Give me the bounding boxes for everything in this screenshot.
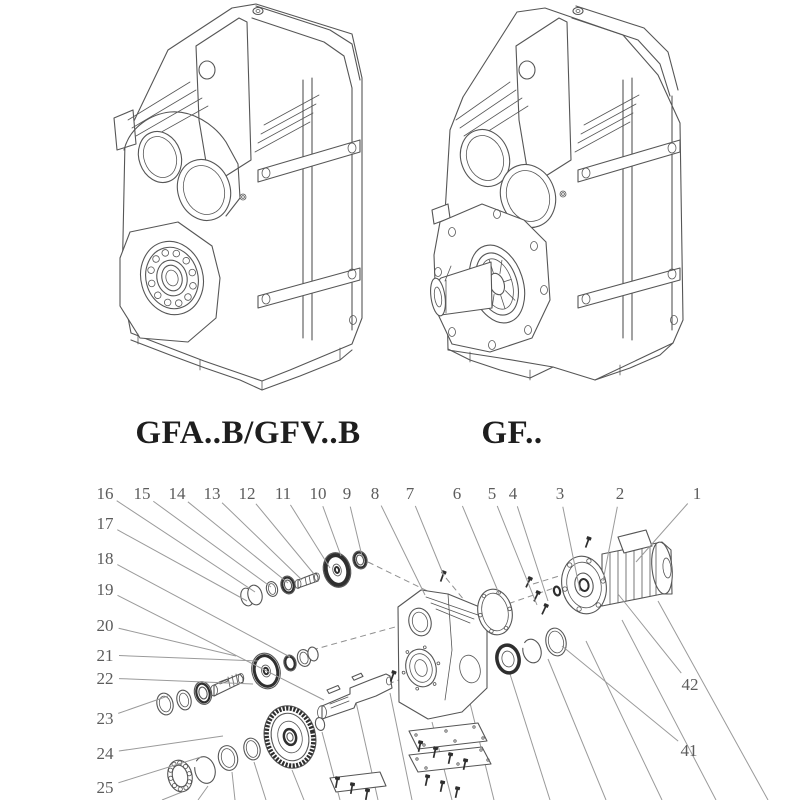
leader-line-10	[323, 506, 341, 556]
leader-line-7	[415, 506, 444, 576]
output-long-shaft	[318, 674, 393, 719]
leader-line-24	[119, 736, 223, 751]
callout-18: 18	[96, 549, 114, 568]
leader-line-13	[222, 503, 302, 580]
callout-8: 8	[370, 484, 380, 503]
left-mounting-lug	[114, 110, 136, 150]
callout-15: 15	[133, 484, 151, 503]
callout-9: 9	[342, 484, 352, 503]
callout-42: 42	[681, 675, 699, 694]
pin	[553, 586, 561, 596]
leader-line-20	[119, 628, 236, 656]
callout-20: 20	[96, 616, 114, 635]
callout-17: 17	[96, 514, 114, 533]
callout-11: 11	[274, 484, 292, 503]
callout-16: 16	[96, 484, 114, 503]
callout-7: 7	[405, 484, 415, 503]
leader-line-15	[153, 501, 271, 587]
leader-line-6	[462, 506, 500, 596]
callout-25: 25	[96, 778, 114, 797]
callout-1: 1	[692, 484, 702, 503]
left-model-label: GFA..B/GFV..B	[135, 415, 361, 451]
callout-24: 24	[96, 744, 114, 763]
callout-10: 10	[309, 484, 327, 503]
callout-19: 19	[96, 580, 114, 599]
leader-line-5	[497, 506, 537, 605]
key	[327, 686, 340, 694]
leader-line-8	[381, 506, 425, 595]
small-cover	[330, 772, 386, 792]
callout-6: 6	[452, 484, 462, 503]
leader-line-17	[117, 530, 247, 601]
left-gear-unit-drawing	[114, 4, 362, 390]
callout-2: 2	[615, 484, 625, 503]
right-gear-unit-drawing	[428, 6, 683, 380]
input-pinion-shaft	[295, 573, 320, 589]
breather-plug	[573, 8, 583, 15]
exploded-motor	[556, 530, 674, 618]
ring	[216, 744, 240, 773]
exploded-parts-diagram	[155, 530, 768, 800]
leader-line-18	[117, 565, 290, 657]
seal-ring	[175, 689, 193, 712]
input-bearing-2	[351, 550, 369, 571]
snap-ring	[520, 637, 544, 665]
right-model-label: GF..	[481, 415, 543, 451]
pinion-shaft	[211, 674, 244, 697]
callout-41: 41	[680, 741, 698, 760]
leader-line-14	[188, 502, 288, 583]
callout-3: 3	[555, 484, 565, 503]
callout-4: 4	[508, 484, 518, 503]
seal-ring	[265, 580, 279, 597]
callout-23: 23	[96, 709, 114, 728]
callout-5: 5	[487, 484, 497, 503]
leader-line-4	[517, 506, 548, 601]
leader-line-11	[290, 505, 330, 568]
key	[352, 673, 363, 680]
callout-14: 14	[168, 484, 186, 503]
callout-12: 12	[238, 484, 256, 503]
callout-21: 21	[96, 646, 114, 665]
input-gear	[320, 550, 355, 590]
washer	[242, 736, 263, 761]
end-cap	[155, 691, 176, 716]
leader-line-9	[350, 507, 362, 556]
leader-line-42	[618, 594, 681, 673]
oil-seal	[494, 643, 521, 675]
callout-13: 13	[203, 484, 221, 503]
output-gear	[258, 700, 323, 773]
callout-22: 22	[96, 669, 114, 688]
